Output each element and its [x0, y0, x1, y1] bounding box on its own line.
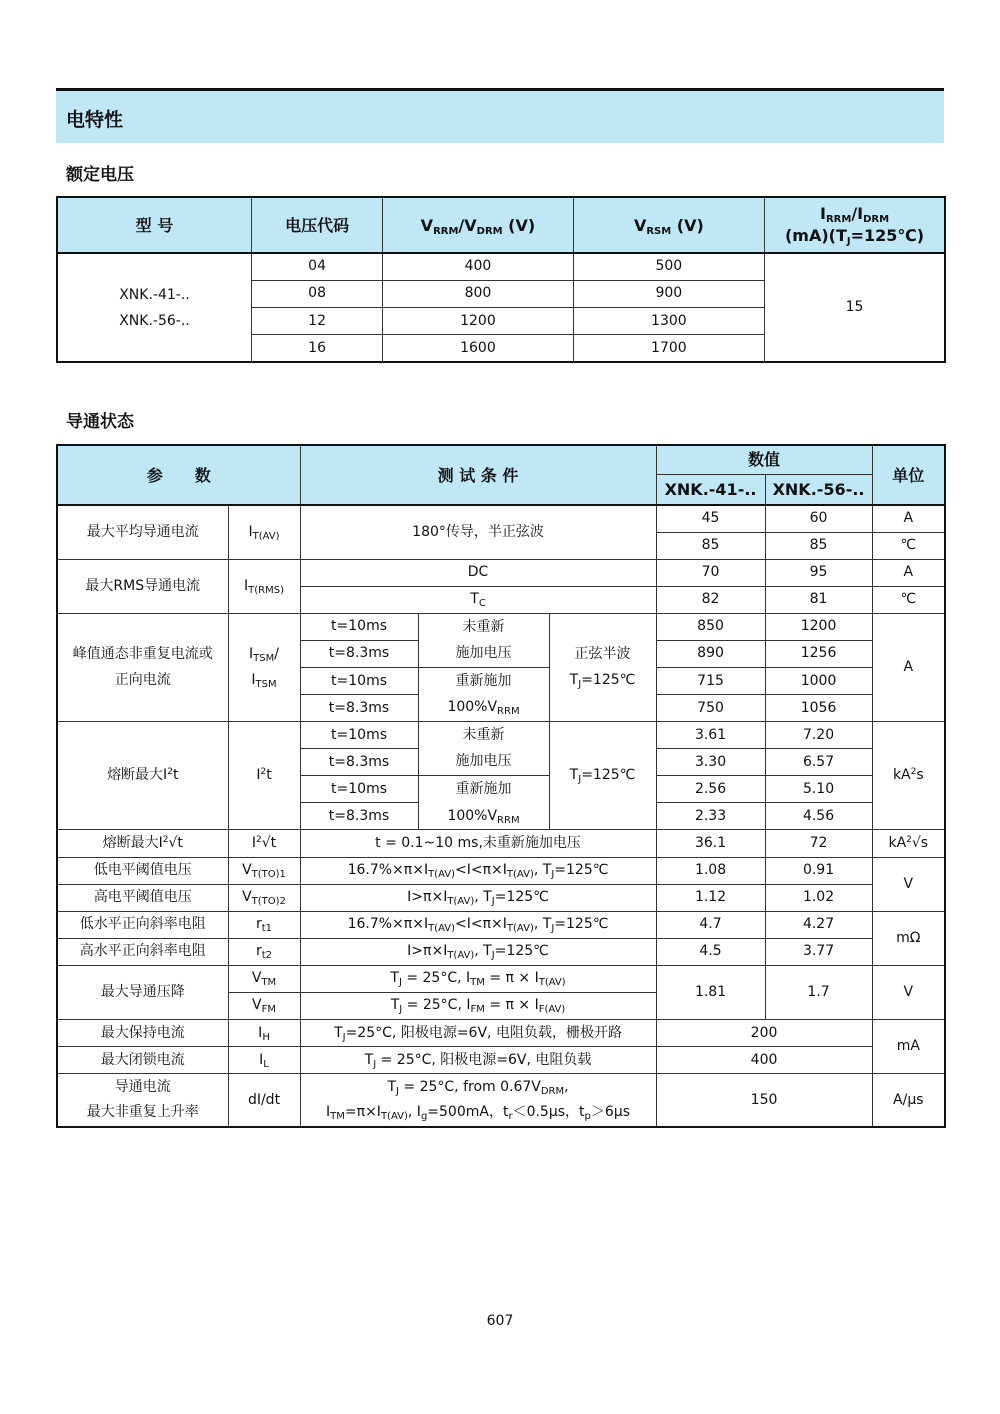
value-41: 850	[656, 613, 765, 640]
unit-header: 单位	[872, 445, 945, 505]
unit-cell: A/μs	[872, 1074, 945, 1127]
param-symbol: $V_{FM}$	[228, 992, 300, 1019]
value-56: 6.57	[765, 749, 872, 776]
vrsm-cell: 1300	[573, 308, 764, 335]
value-56: 72	[765, 830, 872, 857]
unit-cell: mA	[872, 1019, 945, 1073]
value-shared: 400	[656, 1047, 872, 1074]
vrrm-header: $V_{RRM}/V_{DRM}$ (V)	[383, 197, 573, 253]
value-56: 1056	[765, 695, 872, 722]
vrsm-header: $V_{RSM}$ (V)	[573, 197, 764, 253]
value-56: 1256	[765, 640, 872, 667]
test-condition: $T_J=25^\circ C$, 阳极电源=6V, 电阻负载，栅极开路	[300, 1019, 656, 1046]
param-name: 低水平正向斜率电阻	[57, 911, 228, 938]
value-41: 890	[656, 640, 765, 667]
vrsm-cell: 1700	[573, 335, 764, 362]
param-name: 最大导通压降	[57, 965, 228, 1019]
value-56: 4.27	[765, 911, 872, 938]
code-header: 电压代码	[251, 197, 382, 253]
unit-cell: $kA^2s$	[872, 722, 945, 830]
test-condition: $T_C$	[300, 586, 656, 613]
vrrm-cell: 800	[383, 280, 573, 307]
value-41: 2.56	[656, 776, 765, 803]
unit-cell: $kA^2√s$	[872, 830, 945, 857]
test-condition: $100\%V_{RRM}$	[418, 695, 549, 722]
on-state-table	[56, 444, 946, 1128]
vrrm-cell: 1600	[383, 335, 573, 362]
value-41: 4.5	[656, 938, 765, 965]
test-time: t=8.3ms	[300, 749, 418, 776]
vrsm-cell: 900	[573, 280, 764, 307]
param-name: 熔断最大$I^2√t$	[57, 830, 228, 857]
unit-cell: A	[872, 559, 945, 586]
table-row	[57, 857, 945, 884]
test-condition: $I>\pi\times I_{T(AV)}$, $T_J=125℃$	[300, 884, 656, 911]
header-row	[57, 197, 945, 253]
test-condition: $T_J = 25^\circ C$, $I_{FM} = \pi \times I_{F(AV)}$	[300, 992, 656, 1019]
param-symbol: $I_L$	[228, 1047, 300, 1074]
param-symbol: $I_{T(RMS)}$	[228, 559, 300, 613]
unit-cell: A	[872, 505, 945, 532]
test-condition: $16.7\%\times\pi\times I_{T(AV)}<I<\pi\times I_{T(AV)}$, $T_J=125℃$	[300, 857, 656, 884]
test-condition: $T_J = 25^\circ C$, $I_{TM} = \pi \times I_{T(AV)}$	[300, 965, 656, 992]
table-row	[57, 505, 945, 532]
test-condition: $16.7\%\times\pi\times I_{T(AV)}<I<\pi\times I_{T(AV)}$, $T_J=125℃$	[300, 911, 656, 938]
param-symbol: $I^2√t$	[228, 830, 300, 857]
value-41: 85	[656, 532, 765, 559]
vrsm-cell: 500	[573, 253, 764, 280]
test-condition: 施加电压	[418, 749, 549, 776]
param-symbol: $V_{T(TO)2}$	[228, 884, 300, 911]
test-condition: $T_J = 25^\circ C$, from $0.67V_{DRM}$, $I_{TM}=\pi\times I_{T(AV)}$, $I_g=500mA$，$t_r<0.5\mu s$，$t_p>6\mu s$	[300, 1074, 656, 1127]
table-row	[57, 722, 945, 749]
code-cell: 08	[251, 280, 382, 307]
test-condition: t = 0.1~10 ms,未重新施加电压	[300, 830, 656, 857]
value-41: 2.33	[656, 803, 765, 830]
value-41: 1.08	[656, 857, 765, 884]
param-name: 导通电流 最大非重复上升率	[57, 1074, 228, 1127]
test-condition: 未重新	[418, 722, 549, 749]
table-row	[57, 911, 945, 938]
test-condition: 施加电压	[418, 640, 549, 667]
page-number: 607	[486, 1313, 514, 1329]
value-41: 750	[656, 695, 765, 722]
param-symbol: $I_{TSM}/$ $I_{TSM}$	[228, 613, 300, 721]
value-56: 95	[765, 559, 872, 586]
param-name: 最大RMS导通电流	[57, 559, 228, 613]
param-name: 高电平阈值电压	[57, 884, 228, 911]
table-row	[57, 1019, 945, 1046]
unit-cell: V	[872, 965, 945, 1019]
value-shared: 150	[656, 1074, 872, 1127]
param-symbol: $V_{TM}$	[228, 965, 300, 992]
param-symbol: dI/dt	[228, 1074, 300, 1127]
table-row	[57, 965, 945, 992]
model-header: 型 号	[57, 197, 251, 253]
rated-voltage-table	[56, 196, 946, 363]
param-name: 最大保持电流	[57, 1019, 228, 1046]
test-time: t=10ms	[300, 613, 418, 640]
code-cell: 04	[251, 253, 382, 280]
param-symbol: $r_{t1}$	[228, 911, 300, 938]
rated-voltage-heading: 额定电压	[66, 165, 134, 185]
test-condition: $I>\pi\times I_{T(AV)}$, $T_J=125℃$	[300, 938, 656, 965]
test-time: t=8.3ms	[300, 695, 418, 722]
value-56: 5.10	[765, 776, 872, 803]
param-symbol: $r_{t2}$	[228, 938, 300, 965]
test-condition: 重新施加	[418, 667, 549, 694]
table-row	[57, 559, 945, 586]
table-row	[57, 1047, 945, 1074]
section-title: 电特性	[66, 109, 124, 131]
model-56-header: XNK.-56-..	[765, 474, 872, 505]
param-name: 高水平正向斜率电阻	[57, 938, 228, 965]
param-symbol: $I_H$	[228, 1019, 300, 1046]
value-41: 1.81	[656, 965, 765, 1019]
value-41: 4.7	[656, 911, 765, 938]
unit-cell: mΩ	[872, 911, 945, 965]
table-row	[57, 253, 945, 280]
value-41: 36.1	[656, 830, 765, 857]
value-56: 3.77	[765, 938, 872, 965]
value-41: 82	[656, 586, 765, 613]
vrrm-cell: 400	[383, 253, 573, 280]
param-name: 最大平均导通电流	[57, 505, 228, 559]
value-41: 3.61	[656, 722, 765, 749]
test-condition: 未重新	[418, 613, 549, 640]
table-row	[57, 613, 945, 640]
section-header-bar	[56, 88, 944, 143]
irrm-header: $I_{RRM}/I_{DRM}$ $(mA)(T_J=125℃)$	[765, 197, 945, 253]
param-symbol: $I_{T(AV)}$	[228, 505, 300, 559]
unit-cell: ℃	[872, 586, 945, 613]
irrm-cell: 15	[765, 253, 945, 362]
table-row	[57, 884, 945, 911]
param-name: 峰值通态非重复电流或 正向电流	[57, 613, 228, 721]
unit-cell: A	[872, 613, 945, 721]
value-41: 45	[656, 505, 765, 532]
value-56: 1.7	[765, 965, 872, 1019]
test-time: t=10ms	[300, 722, 418, 749]
test-condition: $T_J = 25^\circ C$, 阳极电源=6V, 电阻负载	[300, 1047, 656, 1074]
value-56: 1200	[765, 613, 872, 640]
test-condition: $100\%V_{RRM}$	[418, 803, 549, 830]
value-shared: 200	[656, 1019, 872, 1046]
param-symbol: $I^2t$	[228, 722, 300, 830]
value-56: 7.20	[765, 722, 872, 749]
model-cell: XNK.-41-.. XNK.-56-..	[57, 253, 251, 362]
value-56: 60	[765, 505, 872, 532]
param-name: 熔断最大$I^2t$	[57, 722, 228, 830]
value-56: 0.91	[765, 857, 872, 884]
table-row	[57, 1074, 945, 1127]
value-header: 数值	[656, 445, 872, 474]
param-header: 参 数	[57, 445, 300, 505]
test-condition: DC	[300, 559, 656, 586]
test-condition: $T_J=125℃$	[549, 722, 656, 830]
code-cell: 16	[251, 335, 382, 362]
value-41: 1.12	[656, 884, 765, 911]
vrrm-cell: 1200	[383, 308, 573, 335]
value-56: 1000	[765, 667, 872, 694]
test-time: t=8.3ms	[300, 640, 418, 667]
table-row	[57, 830, 945, 857]
unit-cell: V	[872, 857, 945, 911]
test-condition: 正弦半波 $T_J=125℃$	[549, 613, 656, 721]
value-56: 81	[765, 586, 872, 613]
table-row	[57, 938, 945, 965]
value-41: 715	[656, 667, 765, 694]
value-41: 3.30	[656, 749, 765, 776]
unit-cell: ℃	[872, 532, 945, 559]
param-name: 最大闭锁电流	[57, 1047, 228, 1074]
param-name: 低电平阈值电压	[57, 857, 228, 884]
value-56: 85	[765, 532, 872, 559]
value-41: 70	[656, 559, 765, 586]
test-time: t=10ms	[300, 667, 418, 694]
header-row	[57, 445, 945, 474]
condition-header: 测 试 条 件	[300, 445, 656, 505]
code-cell: 12	[251, 308, 382, 335]
on-state-heading: 导通状态	[66, 412, 134, 432]
test-condition: 重新施加	[418, 776, 549, 803]
test-time: t=10ms	[300, 776, 418, 803]
test-condition: 180°传导，半正弦波	[300, 505, 656, 559]
value-56: 4.56	[765, 803, 872, 830]
test-time: t=8.3ms	[300, 803, 418, 830]
param-symbol: $V_{T(TO)1}$	[228, 857, 300, 884]
model-41-header: XNK.-41-..	[656, 474, 765, 505]
value-56: 1.02	[765, 884, 872, 911]
